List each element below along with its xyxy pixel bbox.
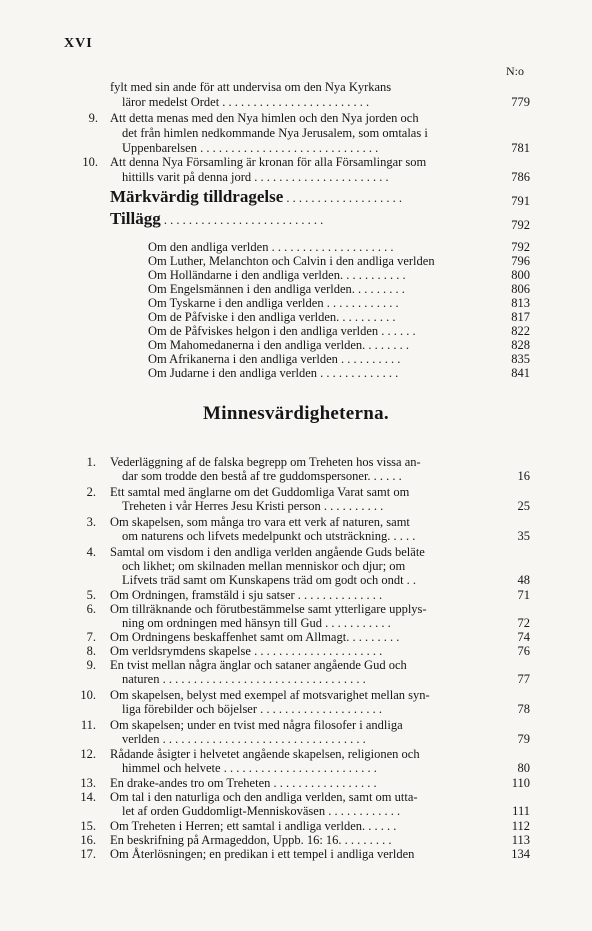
- entry-page: 779: [511, 95, 530, 109]
- entry-page: 48: [517, 573, 530, 587]
- entry-number: 10.: [82, 155, 98, 169]
- entry-line: Om verldsrymdens skapelse . . . . . . . . . . . . . . . . . . . . .: [110, 644, 383, 658]
- entry-number: 1.: [86, 455, 96, 469]
- entry-line: Om Ordningens beskaffenhet samt om Allmagt. . . . . . . . .: [110, 630, 400, 644]
- entry-number: 5.: [86, 588, 96, 602]
- entry-page: 786: [511, 170, 530, 184]
- entry-number: 8.: [86, 644, 96, 658]
- entry-line: En beskrifning på Armageddon, Uppb. 16: 16. . . . . . . . .: [110, 833, 392, 847]
- entry-line: Om skapelsen, som många tro vara ett verk af naturen, samt: [110, 515, 410, 529]
- entry-line: Att detta menas med den Nya himlen och den Nya jorden och: [110, 111, 419, 125]
- list-item-page: 792: [511, 240, 530, 254]
- list-item: Om Mahomedanerna i den andliga verlden. . . . . . . .: [148, 338, 410, 352]
- entry-line: liga förebilder och böjelser . . . . . . . . . . . . . . . . . . . .: [122, 702, 383, 716]
- list-item: Om Tyskarne i den andliga verlden . . . . . . . . . . . .: [148, 296, 399, 310]
- list-item: Om Judarne i den andliga verlden . . . . . . . . . . . . .: [148, 366, 399, 380]
- entry-line: En drake-andes tro om Treheten . . . . . . . . . . . . . . . . .: [110, 776, 377, 790]
- entry-line: Om Återlösningen; en predikan i ett tempel i andliga verlden: [110, 847, 415, 861]
- list-item-page: 841: [511, 366, 530, 380]
- list-item: Om de Påfviske i den andliga verlden. . . . . . . . . .: [148, 310, 396, 324]
- entry-line: Vederläggning af de falska begrepp om Treheten hos vissa an-: [110, 455, 421, 469]
- entry-line: Om skapelsen, belyst med exempel af motsvarighet mellan syn-: [110, 688, 430, 702]
- entry-page: 71: [517, 588, 530, 602]
- heading-line: [110, 187, 403, 206]
- entry-page: 77: [517, 672, 530, 686]
- entry-page: 25: [517, 499, 530, 513]
- entry-line: Treheten i vår Herres Jesu Kristi person . . . . . . . . . .: [122, 499, 384, 513]
- entry-line: Ett samtal med änglarne om det Guddomliga Varat samt om: [110, 485, 410, 499]
- list-item: Om Engelsmännen i den andliga verlden. . . . . . . . .: [148, 282, 405, 296]
- list-item-page: 817: [511, 310, 530, 324]
- entry-page: 16: [517, 469, 530, 483]
- entry-page: 79: [517, 732, 530, 746]
- entry-line: dar som trodde den bestå af tre guddomspersoner. . . . . .: [122, 469, 402, 483]
- entry-line: verlden . . . . . . . . . . . . . . . . . . . . . . . . . . . . . . . . .: [122, 732, 366, 746]
- entry-number: 16.: [80, 833, 96, 847]
- heading-page: 792: [511, 218, 530, 232]
- entry-number: 9.: [88, 111, 98, 125]
- entry-line: Om Ordningen, framstäld i sju satser . . . . . . . . . . . . . .: [110, 588, 383, 602]
- entry-number: 6.: [86, 602, 96, 616]
- entry-line: Om tal i den naturliga och den andliga verlden, samt om utta-: [110, 790, 418, 804]
- entry-line: Om skapelsen; under en tvist med några filosofer i andliga: [110, 718, 403, 732]
- entry-line: Om Treheten i Herren; ett samtal i andliga verlden. . . . . .: [110, 819, 397, 833]
- list-item-page: 828: [511, 338, 530, 352]
- entry-page: 134: [511, 847, 530, 861]
- entry-line: hittills varit på denna jord . . . . . . . . . . . . . . . . . . . . . .: [122, 170, 389, 184]
- entry-number: 9.: [86, 658, 96, 672]
- entry-line: himmel och helvete . . . . . . . . . . . . . . . . . . . . . . . . .: [122, 761, 377, 775]
- entry-line: Lifvets träd samt om Kunskapens träd om godt och ondt . .: [122, 573, 417, 587]
- heading-leader: . . . . . . . . . . . . . . . . . . .: [283, 191, 403, 205]
- list-item-page: 813: [511, 296, 530, 310]
- page-number: XVI: [64, 36, 93, 51]
- entry-number: 2.: [86, 485, 96, 499]
- list-item: Om Luther, Melanchton och Calvin i den andliga verlden: [148, 254, 435, 268]
- entry-page: 110: [511, 776, 530, 790]
- entry-page: 72: [517, 616, 530, 630]
- entry-number: 12.: [80, 747, 96, 761]
- entry-number: 14.: [80, 790, 96, 804]
- heading-title: Märkvärdig tilldragelse: [110, 187, 284, 206]
- entry-line: En tvist mellan några änglar och sataner angående Gud och: [110, 658, 407, 672]
- entry-page: 80: [517, 761, 530, 775]
- entry-number: 4.: [86, 545, 96, 559]
- entry-page: 76: [517, 644, 530, 658]
- entry-page: 74: [517, 630, 530, 644]
- entry-number: 3.: [86, 515, 96, 529]
- entry-page: 781: [511, 141, 530, 155]
- list-item: Om de Påfviskes helgon i den andliga verlden . . . . . .: [148, 324, 416, 338]
- entry-line: om naturens och lifvets medelpunkt och utsträckning. . . . .: [122, 529, 416, 543]
- list-item-page: 800: [511, 268, 530, 282]
- entry-line: ning om ordningen med hänsyn till Gud . . . . . . . . . . .: [122, 616, 391, 630]
- heading-line: [110, 209, 324, 228]
- entry-page: 112: [511, 819, 530, 833]
- entry-number: 15.: [80, 819, 96, 833]
- entry-number: 7.: [86, 630, 96, 644]
- entry-line: Rådande åsigter i helvetet angående skapelsen, religionen och: [110, 747, 420, 761]
- entry-line: läror medelst Ordet . . . . . . . . . . . . . . . . . . . . . . . .: [122, 95, 370, 109]
- list-item-page: 822: [511, 324, 530, 338]
- list-item: Om Afrikanerna i den andliga verlden . . . . . . . . . .: [148, 352, 401, 366]
- entry-line: och likhet; om skilnaden mellan menniskor och djur; om: [122, 559, 406, 573]
- entry-number: 17.: [80, 847, 96, 861]
- entry-number: 10.: [80, 688, 96, 702]
- list-item: Om Holländarne i den andliga verlden. . . . . . . . . . .: [148, 268, 406, 282]
- entry-line: fylt med sin ande för att undervisa om den Nya Kyrkans: [110, 80, 392, 94]
- entry-page: 35: [517, 529, 530, 543]
- entry-page: 78: [517, 702, 530, 716]
- entry-number: 13.: [80, 776, 96, 790]
- entry-page: 113: [511, 833, 530, 847]
- column-label: N:o: [506, 64, 524, 78]
- entry-line: Uppenbarelsen . . . . . . . . . . . . . . . . . . . . . . . . . . . . .: [122, 141, 379, 155]
- list-item-page: 806: [511, 282, 530, 296]
- entry-line: Att denna Nya Församling är kronan för alla Församlingar som: [110, 155, 427, 169]
- list-item-page: 796: [511, 254, 530, 268]
- list-item-page: 835: [511, 352, 530, 366]
- entry-line: naturen . . . . . . . . . . . . . . . . . . . . . . . . . . . . . . . . .: [122, 672, 366, 686]
- entry-line: Om tillräknande och förutbestämmelse samt ytterligare upplys-: [110, 602, 427, 616]
- entry-page: 111: [512, 804, 530, 818]
- heading-leader: . . . . . . . . . . . . . . . . . . . . . . . . . .: [160, 213, 324, 227]
- entry-line: let af orden Guddomligt-Menniskoväsen . . . . . . . . . . . .: [122, 804, 401, 818]
- entry-line: det från himlen nedkommande Nya Jerusalem, som omtalas i: [122, 126, 428, 140]
- entry-line: Samtal om visdom i den andliga verlden angående Guds beläte: [110, 545, 425, 559]
- list-item: Om den andliga verlden . . . . . . . . . . . . . . . . . . . .: [148, 240, 394, 254]
- entry-number: 11.: [80, 718, 96, 732]
- section-title: Minnesvärdigheterna.: [203, 403, 389, 424]
- heading-title: Tillägg: [110, 209, 161, 228]
- heading-page: 791: [511, 194, 530, 208]
